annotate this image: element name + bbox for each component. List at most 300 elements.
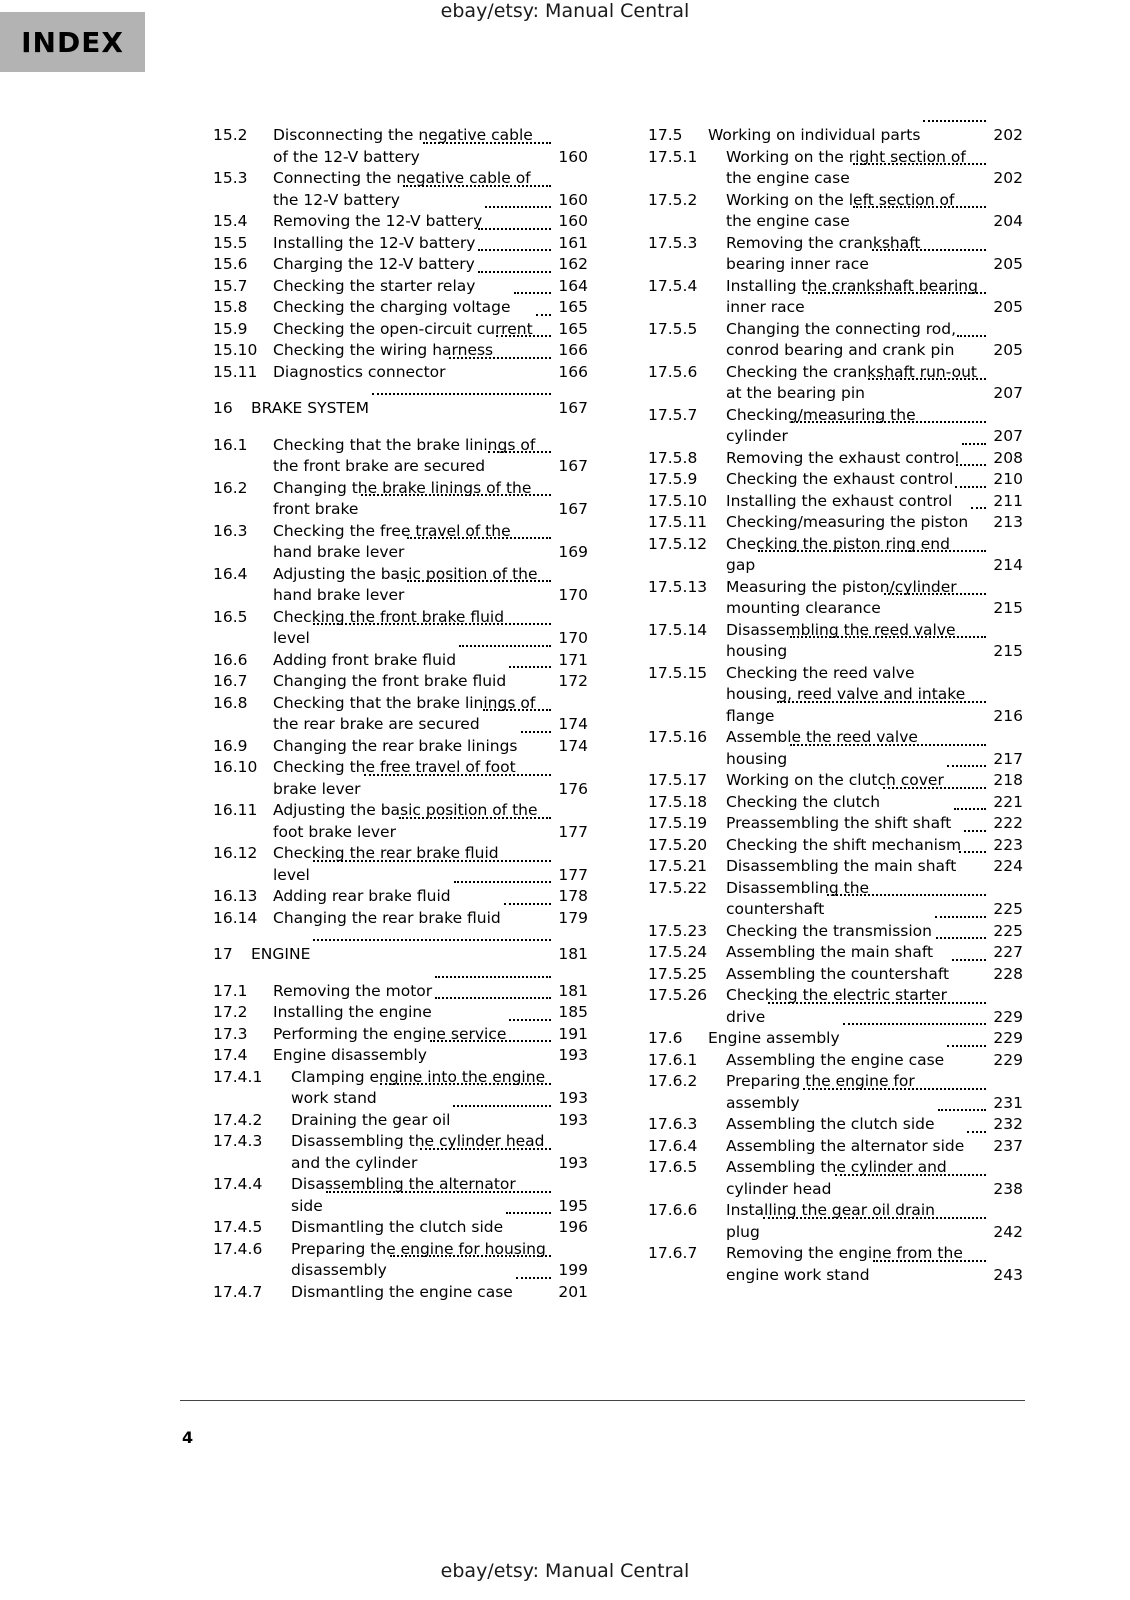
toc-entry-title: flange xyxy=(726,706,775,725)
toc-entry-title-wrap xyxy=(726,1050,1023,1072)
toc-entry[interactable] xyxy=(213,671,588,693)
toc-entry-page: 176 xyxy=(558,779,588,798)
toc-leader-dots xyxy=(364,774,551,776)
toc-leader-dots xyxy=(868,378,986,380)
toc-entry-line xyxy=(213,736,588,758)
toc-entry-number: 17.6.5 xyxy=(648,1158,698,1176)
toc-entry[interactable] xyxy=(648,147,1023,190)
toc-entry-number: 15.10 xyxy=(213,341,258,359)
toc-entry-page: 170 xyxy=(558,629,588,647)
toc-entry-number: 17.5.20 xyxy=(648,835,708,854)
toc-leader-dots xyxy=(361,494,551,496)
toc-entry-title: conrod bearing and crank pin xyxy=(726,341,955,359)
toc-leader-dots xyxy=(872,249,986,251)
toc-entry-title: disassembly xyxy=(291,1261,387,1279)
toc-entry-number: 17.5 xyxy=(648,126,683,144)
toc-entry-title: Checking the exhaust control xyxy=(726,470,954,488)
toc-entry-page: 205 xyxy=(993,298,1023,316)
toc-entry[interactable] xyxy=(213,398,588,420)
toc-entry-title-wrap xyxy=(726,663,1023,685)
toc-entry[interactable] xyxy=(213,843,588,886)
toc-entry-number: 17.5.18 xyxy=(648,792,708,811)
toc-entry-page: 214 xyxy=(993,556,1023,574)
toc-leader-dots xyxy=(947,765,986,767)
toc-entry-number: 17.4.7 xyxy=(213,1282,263,1301)
toc-entry-title: Changing the rear brake fluid xyxy=(273,908,501,927)
toc-entry-line xyxy=(648,1136,1023,1158)
toc-entry-title: Checking the crankshaft run-out xyxy=(726,362,978,381)
toc-entry-title: Preparing the engine for xyxy=(726,1072,915,1090)
toc-entry-line xyxy=(213,822,588,844)
toc-entry-title-wrap xyxy=(726,1222,1023,1244)
toc-entry-title: level xyxy=(273,629,310,647)
toc-entry-line xyxy=(213,1153,588,1175)
toc-entry-title: Checking that the brake linings of xyxy=(273,435,536,454)
toc-entry-page: 202 xyxy=(993,169,1023,187)
toc-entry[interactable] xyxy=(648,1050,1023,1072)
toc-leader-dots xyxy=(516,1277,551,1279)
toc-entry-title-wrap xyxy=(291,1282,588,1304)
toc-entry-title: Assembling the engine case xyxy=(726,1050,945,1069)
toc-entry-number: 17.5.6 xyxy=(648,362,698,381)
toc-leader-dots xyxy=(964,830,986,832)
toc-entry-number: 16.10 xyxy=(213,758,258,776)
toc-entry[interactable] xyxy=(213,1110,588,1132)
toc-entry-number: 17.5.14 xyxy=(648,620,708,639)
toc-entry-number: 17.6.6 xyxy=(648,1201,698,1219)
toc-entry-title: Assembling the main shaft xyxy=(726,943,934,961)
toc-entry-line xyxy=(213,499,588,521)
toc-leader-dots xyxy=(390,1255,551,1257)
toc-leader-dots xyxy=(504,903,551,905)
toc-entry-page: 231 xyxy=(993,1093,1023,1112)
toc-entry-page: 238 xyxy=(993,1179,1023,1198)
toc-entry-number: 17.5.12 xyxy=(648,534,708,553)
toc-entry-title: Changing the brake linings of the xyxy=(273,478,532,497)
toc-entry[interactable] xyxy=(648,1136,1023,1158)
toc-entry-title-wrap xyxy=(273,779,588,801)
toc-leader-dots xyxy=(506,1212,551,1214)
toc-entry-title: the rear brake are secured xyxy=(273,715,480,733)
toc-entry[interactable] xyxy=(648,512,1023,534)
toc-entry-number: 17.4.1 xyxy=(213,1067,263,1086)
toc-entry-line xyxy=(213,147,588,169)
toc-entry-title-wrap xyxy=(291,1217,588,1239)
toc-entry[interactable] xyxy=(648,727,1023,770)
toc-entry-line xyxy=(648,512,1023,534)
toc-entry-page: 207 xyxy=(993,427,1023,445)
toc-entry-title: Checking the clutch xyxy=(726,792,881,811)
toc-entry-title: BRAKE SYSTEM xyxy=(251,399,370,417)
toc-entry[interactable] xyxy=(213,1239,588,1282)
toc-entry-page: 172 xyxy=(558,672,588,690)
toc-entry-line xyxy=(213,1045,588,1067)
toc-entry-number: 15.9 xyxy=(213,319,248,338)
toc-entry-title: housing, reed valve and intake xyxy=(726,685,966,703)
toc-columns xyxy=(0,125,1130,1303)
toc-leader-dots xyxy=(483,709,551,711)
toc-entry[interactable] xyxy=(648,1200,1023,1243)
toc-entry-page: 237 xyxy=(993,1136,1023,1155)
toc-entry-page: 224 xyxy=(993,857,1023,875)
toc-entry-title-wrap xyxy=(273,585,588,607)
toc-entry[interactable] xyxy=(648,491,1023,513)
toc-entry[interactable] xyxy=(213,1131,588,1174)
toc-entry-title: Diagnostics connector xyxy=(273,362,446,381)
toc-entry-number: 16.1 xyxy=(213,435,248,454)
toc-entry-number: 15.7 xyxy=(213,276,248,295)
toc-entry[interactable] xyxy=(648,405,1023,448)
toc-entry[interactable] xyxy=(213,297,588,319)
toc-entry-title: cylinder head xyxy=(726,1179,832,1198)
toc-entry[interactable] xyxy=(648,1243,1023,1286)
toc-entry-title: hand brake lever xyxy=(273,586,405,604)
toc-leader-dots xyxy=(485,206,551,208)
toc-entry[interactable] xyxy=(648,620,1023,663)
toc-entry-page: 174 xyxy=(558,736,588,755)
toc-entry-title-wrap xyxy=(726,340,1023,362)
toc-entry-title: Adjusting the basic position of the xyxy=(273,801,538,819)
toc-entry[interactable] xyxy=(213,1282,588,1304)
toc-entry-page: 204 xyxy=(993,212,1023,230)
toc-entry[interactable] xyxy=(213,757,588,800)
toc-entry-title: Checking/measuring the piston xyxy=(726,513,969,531)
toc-leader-dots xyxy=(509,1019,551,1021)
toc-entry[interactable] xyxy=(648,362,1023,405)
toc-entry-title: Checking the wiring harness xyxy=(273,341,494,359)
toc-leader-dots xyxy=(399,817,551,819)
toc-entry-line xyxy=(648,125,1023,147)
toc-entry-page: 229 xyxy=(993,1050,1023,1069)
toc-entry-page: 164 xyxy=(558,276,588,295)
toc-entry-title: Adding front brake fluid xyxy=(273,650,457,669)
toc-entry[interactable] xyxy=(648,276,1023,319)
toc-entry-number: 16.2 xyxy=(213,478,248,497)
toc-entry-title: Checking the front brake fluid xyxy=(273,607,505,626)
toc-entry-line xyxy=(648,1179,1023,1201)
toc-leader-dots xyxy=(967,1131,986,1133)
toc-entry-line xyxy=(213,297,588,319)
toc-entry-title: Charging the 12-V battery xyxy=(273,255,475,273)
toc-entry-title: at the bearing pin xyxy=(726,384,865,402)
toc-entry-page: 181 xyxy=(558,981,588,1000)
toc-entry-title: Checking the starter relay xyxy=(273,276,476,295)
toc-entry-page: 177 xyxy=(558,822,588,841)
toc-entry-page: 165 xyxy=(558,319,588,338)
toc-entry-title: Checking the rear brake fluid xyxy=(273,844,499,862)
toc-leader-dots xyxy=(478,271,551,273)
toc-entry-title: Installing the exhaust control xyxy=(726,491,953,510)
toc-entry-title: Removing the motor xyxy=(273,981,433,1000)
toc-entry-title-wrap xyxy=(273,147,588,169)
toc-entry[interactable] xyxy=(648,964,1023,986)
toc-entry-number: 16.5 xyxy=(213,607,248,626)
toc-leader-dots xyxy=(478,228,551,230)
toc-entry-line xyxy=(648,1222,1023,1244)
toc-entry-page: 160 xyxy=(558,147,588,166)
toc-entry-title: the front brake are secured xyxy=(273,457,486,475)
toc-entry-line xyxy=(648,706,1023,728)
toc-entry[interactable] xyxy=(213,125,588,168)
toc-entry[interactable] xyxy=(648,663,1023,728)
toc-entry-title: Working on the right section of xyxy=(726,147,966,166)
toc-entry-page: 195 xyxy=(558,1196,588,1215)
toc-entry-number: 16.4 xyxy=(213,564,248,583)
toc-entry[interactable] xyxy=(648,878,1023,921)
toc-entry-page: 205 xyxy=(993,255,1023,273)
toc-entry-number: 17.5.7 xyxy=(648,405,698,424)
toc-entry-number: 17.6.2 xyxy=(648,1072,698,1090)
toc-entry[interactable] xyxy=(648,577,1023,620)
toc-leader-dots xyxy=(509,666,551,668)
toc-entry-title: level xyxy=(273,865,310,884)
toc-entry-title: gap xyxy=(726,556,756,574)
toc-entry-number: 17.5.11 xyxy=(648,513,708,531)
toc-entry-line xyxy=(648,856,1023,878)
toc-entry-title: Clamping engine into the engine xyxy=(291,1067,546,1086)
toc-entry-line xyxy=(213,671,588,693)
toc-entry-page: 225 xyxy=(993,900,1023,918)
toc-entry-title: the engine case xyxy=(726,169,850,187)
toc-leader-dots xyxy=(536,314,551,316)
toc-entry[interactable] xyxy=(213,168,588,211)
toc-entry-page: 193 xyxy=(558,1110,588,1129)
toc-entry-number: 17.6.3 xyxy=(648,1115,698,1133)
toc-entry-title: Connecting the negative cable of xyxy=(273,169,531,187)
toc-entry-line xyxy=(648,340,1023,362)
toc-entry-page: 167 xyxy=(558,457,588,475)
toc-entry[interactable] xyxy=(213,693,588,736)
toc-entry-page: 179 xyxy=(558,908,588,927)
toc-leader-dots xyxy=(808,292,986,294)
toc-entry-number: 17.6.1 xyxy=(648,1050,698,1069)
toc-entry-title: foot brake lever xyxy=(273,822,396,841)
toc-entry[interactable] xyxy=(648,190,1023,233)
toc-entry-title: and the cylinder xyxy=(291,1153,418,1172)
toc-entry-title: Assembling the countershaft xyxy=(726,964,950,983)
toc-entry-title: mounting clearance xyxy=(726,599,881,617)
toc-entry-line xyxy=(648,598,1023,620)
toc-entry[interactable] xyxy=(213,478,588,521)
toc-entry-title: engine work stand xyxy=(726,1265,870,1284)
toc-entry-line xyxy=(213,779,588,801)
toc-entry-page: 208 xyxy=(993,448,1023,467)
toc-entry-line xyxy=(213,1282,588,1304)
toc-entry-line xyxy=(213,944,588,966)
toc-entry[interactable] xyxy=(648,856,1023,878)
toc-leader-dots xyxy=(449,357,551,359)
toc-entry-title: cylinder xyxy=(726,427,788,445)
toc-entry-title: Disassembling the alternator xyxy=(291,1175,516,1193)
toc-entry-title-wrap xyxy=(726,1179,1023,1201)
toc-entry-title: assembly xyxy=(726,1093,800,1112)
toc-entry-title: Engine disassembly xyxy=(273,1046,427,1064)
toc-entry-line xyxy=(648,1050,1023,1072)
toc-entry-title-wrap xyxy=(291,1110,588,1132)
toc-entry[interactable] xyxy=(213,607,588,650)
toc-entry-title-wrap xyxy=(251,398,588,420)
toc-entry-number: 17 xyxy=(213,945,233,963)
toc-entry-title: Checking/measuring the xyxy=(726,405,916,424)
toc-entry[interactable] xyxy=(213,1174,588,1217)
toc-entry-number: 15.11 xyxy=(213,362,258,381)
toc-leader-dots xyxy=(962,443,986,445)
toc-entry-number: 15.2 xyxy=(213,126,248,144)
toc-leader-dots xyxy=(763,1217,986,1219)
toc-entry-title-wrap xyxy=(726,512,1023,534)
toc-entry-title: Assembling the cylinder and xyxy=(726,1158,947,1176)
toc-entry-number: 16.6 xyxy=(213,650,248,669)
toc-entry[interactable] xyxy=(213,1067,588,1110)
toc-leader-dots xyxy=(313,860,551,862)
toc-entry[interactable] xyxy=(648,1157,1023,1200)
toc-entry-title: Assemble the reed valve xyxy=(726,728,918,746)
toc-leader-dots xyxy=(372,393,551,395)
toc-entry-number: 17.5.17 xyxy=(648,771,708,789)
toc-leader-dots xyxy=(768,1002,986,1004)
toc-entry-page: 210 xyxy=(993,470,1023,488)
toc-leader-dots xyxy=(453,1105,551,1107)
toc-entry-line xyxy=(648,555,1023,577)
toc-entry-number: 17.5.23 xyxy=(648,921,708,940)
toc-entry-title: Changing the connecting rod, xyxy=(726,319,957,338)
toc-leader-dots xyxy=(313,623,551,625)
toc-entry-title: drive xyxy=(726,1007,766,1026)
toc-entry-line xyxy=(213,398,588,420)
toc-leader-dots xyxy=(938,1109,986,1111)
toc-entry-number: 17.4.3 xyxy=(213,1132,263,1150)
toc-entry-number: 16.8 xyxy=(213,693,248,712)
toc-entry[interactable] xyxy=(213,1045,588,1067)
toc-leader-dots xyxy=(884,593,986,595)
toc-entry-line xyxy=(648,964,1023,986)
toc-entry[interactable] xyxy=(213,944,588,966)
toc-entry-title: Installing the 12-V battery xyxy=(273,233,476,252)
toc-leader-dots xyxy=(435,997,551,999)
toc-entry-title: Checking the open-circuit current xyxy=(273,319,533,338)
toc-entry-page: 221 xyxy=(993,792,1023,811)
toc-entry-number: 17.5.13 xyxy=(648,577,708,596)
toc-entry-number: 17.5.24 xyxy=(648,943,708,961)
toc-entry[interactable] xyxy=(213,362,588,384)
toc-entry[interactable] xyxy=(213,521,588,564)
toc-entry-title-wrap xyxy=(251,944,588,966)
toc-entry-number: 16.11 xyxy=(213,801,258,819)
toc-entry-title-wrap xyxy=(726,856,1023,878)
toc-entry[interactable] xyxy=(213,800,588,843)
toc-leader-dots xyxy=(790,636,986,638)
toc-entry-page: 222 xyxy=(993,814,1023,832)
toc-entry-page: 215 xyxy=(993,642,1023,660)
toc-entry-number: 17.3 xyxy=(213,1024,248,1043)
toc-entry-title: Checking the electric starter xyxy=(726,986,948,1004)
toc-entry-number: 17.5.10 xyxy=(648,491,708,510)
toc-entry-number: 17.2 xyxy=(213,1003,248,1021)
toc-leader-dots xyxy=(873,1260,986,1262)
toc-leader-dots xyxy=(403,185,551,187)
toc-leader-dots xyxy=(459,645,551,647)
watermark-bottom: ebay/etsy: Manual Central xyxy=(440,1560,690,1582)
toc-entry-title-wrap xyxy=(291,1153,588,1175)
toc-entry-page: 223 xyxy=(993,835,1023,854)
toc-entry-title: Preassembling the shift shaft xyxy=(726,814,952,832)
toc-leader-dots xyxy=(954,808,986,810)
toc-leader-dots xyxy=(835,1174,986,1176)
toc-entry-title: Checking the charging voltage xyxy=(273,298,511,316)
toc-column-left xyxy=(213,125,588,1303)
toc-entry-number: 15.8 xyxy=(213,298,248,316)
toc-entry-page: 228 xyxy=(993,964,1023,983)
toc-entry-line xyxy=(213,362,588,384)
toc-entry[interactable] xyxy=(213,908,588,930)
toc-entry[interactable] xyxy=(648,534,1023,577)
toc-leader-dots xyxy=(935,916,986,918)
toc-entry-number: 15.4 xyxy=(213,212,248,230)
toc-leader-dots xyxy=(952,959,986,961)
toc-entry-number: 17.5.8 xyxy=(648,448,698,467)
toc-entry[interactable] xyxy=(213,1217,588,1239)
toc-entry-page: 181 xyxy=(558,945,588,963)
toc-entry-line xyxy=(213,456,588,478)
index-tab-label: INDEX xyxy=(21,25,124,59)
toc-entry-page: 213 xyxy=(993,513,1023,531)
toc-entry[interactable] xyxy=(213,435,588,478)
toc-entry-title-wrap xyxy=(273,908,588,930)
toc-leader-dots xyxy=(853,163,986,165)
toc-entry-title-wrap xyxy=(273,822,588,844)
toc-leader-dots xyxy=(959,851,986,853)
toc-leader-dots xyxy=(843,1023,986,1025)
toc-entry[interactable] xyxy=(213,564,588,607)
toc-entry-page: 169 xyxy=(558,543,588,561)
toc-entry-title: Changing the front brake fluid xyxy=(273,672,507,690)
toc-entry[interactable] xyxy=(648,233,1023,276)
toc-leader-dots xyxy=(407,537,551,539)
toc-entry-title: the 12-V battery xyxy=(273,190,400,209)
toc-entry[interactable] xyxy=(648,985,1023,1028)
toc-leader-dots xyxy=(423,142,551,144)
toc-entry-line xyxy=(213,908,588,930)
toc-entry-title-wrap xyxy=(726,964,1023,986)
toc-entry-page: 211 xyxy=(993,491,1023,510)
toc-entry-title-wrap xyxy=(708,125,1023,147)
toc-entry[interactable] xyxy=(648,319,1023,362)
toc-entry-title: Engine assembly xyxy=(708,1029,840,1047)
toc-entry[interactable] xyxy=(213,736,588,758)
toc-entry-number: 17.4 xyxy=(213,1046,248,1064)
toc-entry-title-wrap xyxy=(726,598,1023,620)
toc-leader-dots xyxy=(478,249,551,251)
toc-entry-page: 199 xyxy=(558,1261,588,1279)
toc-entry-title-wrap xyxy=(273,542,588,564)
toc-entry-page: 167 xyxy=(558,500,588,518)
toc-entry-page: 215 xyxy=(993,599,1023,617)
toc-entry-title: front brake xyxy=(273,500,359,518)
toc-entry-line xyxy=(648,663,1023,685)
toc-entry-title-wrap xyxy=(726,641,1023,663)
toc-entry-title: Performing the engine service xyxy=(273,1024,507,1043)
toc-entry-number: 17.5.5 xyxy=(648,319,698,338)
toc-entry-page: 178 xyxy=(558,887,588,905)
toc-entry-title: Checking the free travel of the xyxy=(273,521,511,540)
toc-entry-title: Working on the clutch cover xyxy=(726,771,944,789)
toc-entry-page: 170 xyxy=(558,586,588,604)
toc-entry[interactable] xyxy=(648,1071,1023,1114)
toc-entry[interactable] xyxy=(648,125,1023,147)
toc-leader-dots xyxy=(883,787,986,789)
toc-entry-page: 229 xyxy=(993,1007,1023,1026)
toc-entry-title: Dismantling the engine case xyxy=(291,1282,513,1301)
